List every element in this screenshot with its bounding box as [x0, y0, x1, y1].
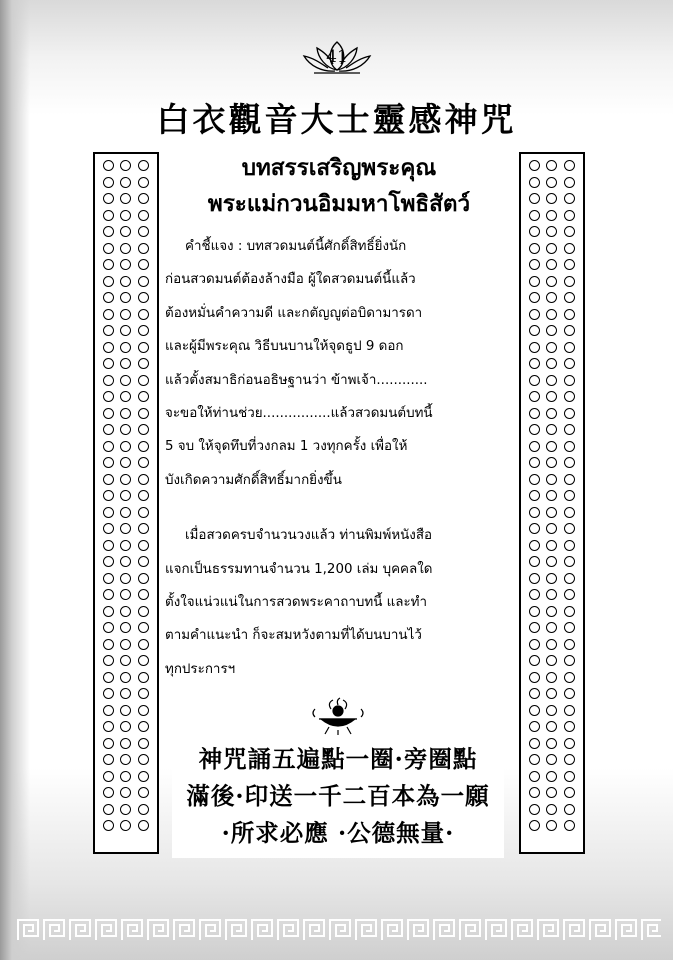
tally-circle	[120, 705, 131, 716]
tally-circle	[529, 622, 540, 633]
tally-circle	[546, 408, 557, 419]
tally-circle	[103, 754, 114, 765]
tally-circle	[529, 688, 540, 699]
tally-circle	[564, 523, 575, 534]
incense-burner-icon	[309, 697, 367, 737]
tally-circle	[564, 259, 575, 270]
tally-circle	[529, 160, 540, 171]
tally-circle	[564, 721, 575, 732]
tally-circle	[138, 639, 149, 650]
tally-circle	[546, 259, 557, 270]
chinese-title: 白衣觀音大士靈感神咒	[156, 100, 517, 139]
tally-circle	[138, 507, 149, 518]
tally-circle	[120, 226, 131, 237]
tally-circle	[138, 441, 149, 452]
tally-circle	[546, 507, 557, 518]
tally-circle	[529, 820, 540, 831]
tally-circle	[138, 490, 149, 501]
tally-circle	[138, 210, 149, 221]
tally-circle	[564, 556, 575, 567]
tally-circle	[120, 177, 131, 188]
tally-circle	[103, 771, 114, 782]
tally-circle	[564, 672, 575, 683]
tally-circle	[564, 820, 575, 831]
tally-circle	[103, 226, 114, 237]
tally-circle	[529, 672, 540, 683]
tally-circle	[103, 243, 114, 254]
tally-circle	[103, 672, 114, 683]
tally-circle	[138, 804, 149, 815]
tally-circle	[546, 589, 557, 600]
tally-circle	[103, 490, 114, 501]
tally-circle	[529, 177, 540, 188]
tally-circle	[138, 655, 149, 666]
tally-circle	[529, 523, 540, 534]
tally-circle	[138, 606, 149, 617]
tally-circle	[120, 556, 131, 567]
tally-circle	[138, 754, 149, 765]
tally-circle	[138, 292, 149, 303]
tally-circle	[120, 573, 131, 584]
tally-circle	[564, 754, 575, 765]
tally-circle	[564, 804, 575, 815]
tally-circle	[103, 540, 114, 551]
tally-circle	[529, 606, 540, 617]
tally-circle	[120, 787, 131, 798]
tally-circle	[564, 160, 575, 171]
tally-circle	[529, 639, 540, 650]
tally-circle	[120, 342, 131, 353]
paragraph-line: แล้วตั้งสมาธิก่อนอธิษฐานว่า ข้าพเจ้า............	[165, 372, 428, 388]
tally-circle	[138, 556, 149, 567]
tally-circle	[138, 457, 149, 468]
tally-circle	[103, 309, 114, 320]
tally-circle	[138, 540, 149, 551]
tally-circle	[564, 474, 575, 485]
paragraph-line: ต้องหมั่นคำความดี และกตัญญูต่อบิดามารดา	[165, 305, 423, 321]
thai-title-line: พระแม่กวนอิมมหาโพธิสัตว์	[207, 191, 471, 217]
main-content	[165, 150, 513, 686]
tally-circle	[120, 738, 131, 749]
tally-circle	[138, 259, 149, 270]
tally-circle	[120, 210, 131, 221]
tally-circle	[138, 375, 149, 386]
tally-circle	[529, 754, 540, 765]
tally-circle	[564, 589, 575, 600]
tally-circle	[138, 474, 149, 485]
tally-circle	[529, 540, 540, 551]
tally-circle	[564, 688, 575, 699]
tally-circle	[138, 573, 149, 584]
paragraph-line: ก่อนสวดมนต์ต้องล้างมือ ผู้ใดสวดมนต์นี้แล้ว	[165, 272, 416, 288]
tally-circle	[564, 358, 575, 369]
tally-circle	[529, 342, 540, 353]
tally-circle	[103, 342, 114, 353]
tally-circle	[120, 424, 131, 435]
tally-circle	[546, 276, 557, 287]
chinese-footer-line: 神咒誦五遍點一圈·旁圈點	[198, 745, 478, 773]
tally-circle	[546, 622, 557, 633]
tally-circle	[103, 655, 114, 666]
tally-circle	[546, 606, 557, 617]
tally-circle	[103, 325, 114, 336]
tally-circle	[138, 523, 149, 534]
thai-title-line: บทสรรเสริญพระคุณ	[241, 155, 437, 181]
tally-circle	[103, 408, 114, 419]
paragraph-line: เมื่อสวดครบจำนวนวงแล้ว ท่านพิมพ์หนังสือ	[185, 528, 433, 544]
page-number-badge	[300, 38, 374, 78]
paragraph-line: บังเกิดความศักดิ์สิทธิ์มากยิ่งขึ้น	[165, 472, 342, 488]
chinese-footer-line: ·所求必應 ·公德無量·	[221, 819, 455, 847]
tally-circle	[564, 210, 575, 221]
tally-circle	[120, 474, 131, 485]
tally-circle	[546, 441, 557, 452]
tally-circle	[529, 771, 540, 782]
tally-circle	[564, 705, 575, 716]
tally-circle	[529, 391, 540, 402]
tally-circle	[138, 820, 149, 831]
tally-circle	[529, 358, 540, 369]
tally-circle	[120, 276, 131, 287]
tally-circle	[529, 490, 540, 501]
tally-circle	[564, 606, 575, 617]
tally-circle	[120, 358, 131, 369]
tally-circle	[103, 177, 114, 188]
tally-circle	[546, 243, 557, 254]
tally-circle	[546, 688, 557, 699]
tally-circle	[546, 358, 557, 369]
tally-circle	[546, 672, 557, 683]
dedication-paragraph	[165, 519, 513, 686]
tally-circle	[120, 672, 131, 683]
tally-circle	[529, 424, 540, 435]
tally-circle	[103, 474, 114, 485]
tally-circle	[120, 804, 131, 815]
tally-circle	[120, 391, 131, 402]
tally-circle	[103, 787, 114, 798]
paragraph-line: ทุกประการฯ	[165, 661, 236, 677]
tally-circle	[103, 721, 114, 732]
tally-circle	[529, 589, 540, 600]
paragraph-line: และผู้มีพระคุณ วิธีบนบานให้จุดธูป 9 ดอก	[165, 339, 404, 355]
tally-circle	[138, 193, 149, 204]
instruction-paragraph	[165, 230, 513, 497]
tally-circle	[564, 226, 575, 237]
greek-key-border	[16, 917, 661, 943]
tally-circle	[103, 705, 114, 716]
tally-circle	[120, 325, 131, 336]
tally-circle	[529, 259, 540, 270]
tally-circle	[546, 639, 557, 650]
tally-circle	[103, 606, 114, 617]
tally-circle	[138, 721, 149, 732]
tally-circle	[120, 523, 131, 534]
paragraph-line: ตามคำแนะนำ ก็จะสมหวังตามที่ได้บนบานไว้	[165, 628, 422, 644]
tally-circle	[529, 457, 540, 468]
tally-circle	[103, 688, 114, 699]
tally-circle	[120, 375, 131, 386]
tally-circle	[138, 226, 149, 237]
tally-circle	[546, 342, 557, 353]
tally-circle	[564, 655, 575, 666]
tally-circle	[564, 177, 575, 188]
tally-circle	[120, 606, 131, 617]
tally-circle	[546, 177, 557, 188]
tally-circle	[564, 424, 575, 435]
tally-circle	[103, 259, 114, 270]
tally-circle	[529, 804, 540, 815]
tally-circle	[546, 309, 557, 320]
tally-circle	[103, 639, 114, 650]
tally-circle	[138, 309, 149, 320]
tally-circle	[103, 276, 114, 287]
tally-circle	[529, 325, 540, 336]
tally-circle	[529, 292, 540, 303]
tally-circle	[546, 705, 557, 716]
tally-circle	[546, 325, 557, 336]
tally-circle	[546, 738, 557, 749]
tally-circle	[120, 688, 131, 699]
tally-circle	[564, 441, 575, 452]
tally-circle	[546, 424, 557, 435]
tally-circle	[529, 210, 540, 221]
tally-circle	[546, 556, 557, 567]
tally-circle	[138, 408, 149, 419]
tally-circle	[529, 655, 540, 666]
tally-circle	[546, 292, 557, 303]
tally-circle	[546, 523, 557, 534]
tally-circle	[564, 292, 575, 303]
tally-circle	[564, 457, 575, 468]
tally-circle	[120, 193, 131, 204]
tally-circle	[120, 507, 131, 518]
tally-circle	[529, 705, 540, 716]
tally-circle	[564, 408, 575, 419]
tally-circle	[120, 754, 131, 765]
tally-circle	[103, 622, 114, 633]
tally-circle	[564, 490, 575, 501]
tally-circle	[138, 622, 149, 633]
tally-circle	[564, 540, 575, 551]
tally-circle	[546, 375, 557, 386]
tally-circle	[546, 474, 557, 485]
tally-circle	[564, 738, 575, 749]
tally-circle	[103, 556, 114, 567]
tally-circle	[103, 441, 114, 452]
tally-circle	[564, 771, 575, 782]
tally-circle	[120, 820, 131, 831]
tally-circle	[120, 309, 131, 320]
tally-circle	[546, 787, 557, 798]
tally-circle	[103, 358, 114, 369]
tally-circle	[138, 771, 149, 782]
tally-circle	[546, 193, 557, 204]
tally-circle	[103, 523, 114, 534]
tally-circle	[529, 556, 540, 567]
tally-circle	[529, 226, 540, 237]
tally-circle	[138, 787, 149, 798]
tally-circle	[564, 375, 575, 386]
tally-circle	[564, 325, 575, 336]
tally-circle	[564, 276, 575, 287]
tally-circle	[529, 441, 540, 452]
tally-circle	[103, 160, 114, 171]
tally-circle	[120, 540, 131, 551]
tally-circle	[546, 655, 557, 666]
chinese-footer-block	[172, 741, 504, 858]
tally-circle	[103, 589, 114, 600]
tally-circle	[564, 573, 575, 584]
tally-circle	[564, 243, 575, 254]
tally-circle	[120, 771, 131, 782]
tally-circle	[546, 210, 557, 221]
tally-circle	[138, 342, 149, 353]
tally-circle	[546, 490, 557, 501]
tally-circle	[546, 771, 557, 782]
tally-circle	[529, 193, 540, 204]
tally-circle	[138, 160, 149, 171]
tally-circle	[138, 672, 149, 683]
tally-circle	[103, 193, 114, 204]
tally-circle	[564, 193, 575, 204]
tally-circle	[138, 243, 149, 254]
chinese-footer-line: 滿後·印送一千二百本為一願	[186, 782, 490, 810]
page-edge-shadow	[0, 0, 30, 960]
tally-circle	[564, 622, 575, 633]
right-circle-border	[519, 152, 585, 854]
paragraph-line: จะขอให้ท่านช่วย................แล้วสวดมนต์บทนี้	[165, 406, 433, 422]
tally-circle	[564, 639, 575, 650]
tally-circle	[138, 276, 149, 287]
tally-circle	[529, 375, 540, 386]
tally-circle	[103, 210, 114, 221]
paragraph-line: 5 จบ ให้จุดทึบที่วงกลม 1 วงทุกครั้ง เพื่อให้	[165, 439, 408, 455]
tally-circle	[103, 391, 114, 402]
tally-circle	[103, 457, 114, 468]
tally-circle	[120, 639, 131, 650]
tally-circle	[103, 507, 114, 518]
tally-circle	[103, 424, 114, 435]
tally-circle	[120, 589, 131, 600]
tally-circle	[564, 787, 575, 798]
tally-circle	[138, 705, 149, 716]
tally-circle	[138, 589, 149, 600]
tally-circle	[564, 309, 575, 320]
tally-circle	[120, 408, 131, 419]
tally-circle	[546, 721, 557, 732]
tally-circle	[120, 292, 131, 303]
tally-circle	[546, 804, 557, 815]
tally-circle	[529, 474, 540, 485]
tally-circle	[546, 391, 557, 402]
paragraph-line: คำชี้แจง : บทสวดมนต์นี้ศักดิ์สิทธิ์ยิ่งนัก	[185, 239, 407, 254]
tally-circle	[529, 738, 540, 749]
tally-circle	[529, 787, 540, 798]
tally-circle	[529, 309, 540, 320]
tally-circle	[529, 276, 540, 287]
tally-circle	[120, 441, 131, 452]
tally-circle	[546, 226, 557, 237]
tally-circle	[103, 738, 114, 749]
left-circle-border	[93, 152, 159, 854]
tally-circle	[120, 457, 131, 468]
page-number: 41	[326, 47, 348, 67]
tally-circle	[529, 721, 540, 732]
tally-circle	[120, 243, 131, 254]
tally-circle	[138, 177, 149, 188]
tally-circle	[529, 573, 540, 584]
tally-circle	[546, 820, 557, 831]
tally-circle	[120, 259, 131, 270]
tally-circle	[138, 738, 149, 749]
tally-circle	[564, 391, 575, 402]
tally-circle	[103, 573, 114, 584]
tally-circle	[138, 391, 149, 402]
tally-circle	[120, 721, 131, 732]
tally-circle	[529, 243, 540, 254]
tally-circle	[138, 358, 149, 369]
tally-circle	[546, 160, 557, 171]
tally-circle	[120, 622, 131, 633]
tally-circle	[529, 507, 540, 518]
tally-circle	[103, 292, 114, 303]
tally-circle	[529, 408, 540, 419]
tally-circle	[564, 342, 575, 353]
paragraph-line: ตั้งใจแน่วแน่ในการสวดพระคาถาบทนี้ และทำ	[165, 595, 428, 611]
tally-circle	[546, 754, 557, 765]
tally-circle	[546, 457, 557, 468]
tally-circle	[138, 688, 149, 699]
tally-circle	[103, 375, 114, 386]
tally-circle	[564, 507, 575, 518]
tally-circle	[138, 325, 149, 336]
tally-circle	[103, 820, 114, 831]
paragraph-line: แจกเป็นธรรมทานจำนวน 1,200 เล่ม บุคคลใด	[165, 561, 433, 577]
tally-circle	[103, 804, 114, 815]
tally-circle	[138, 424, 149, 435]
tally-circle	[120, 655, 131, 666]
tally-circle	[120, 160, 131, 171]
tally-circle	[546, 573, 557, 584]
tally-circle	[120, 490, 131, 501]
tally-circle	[546, 540, 557, 551]
